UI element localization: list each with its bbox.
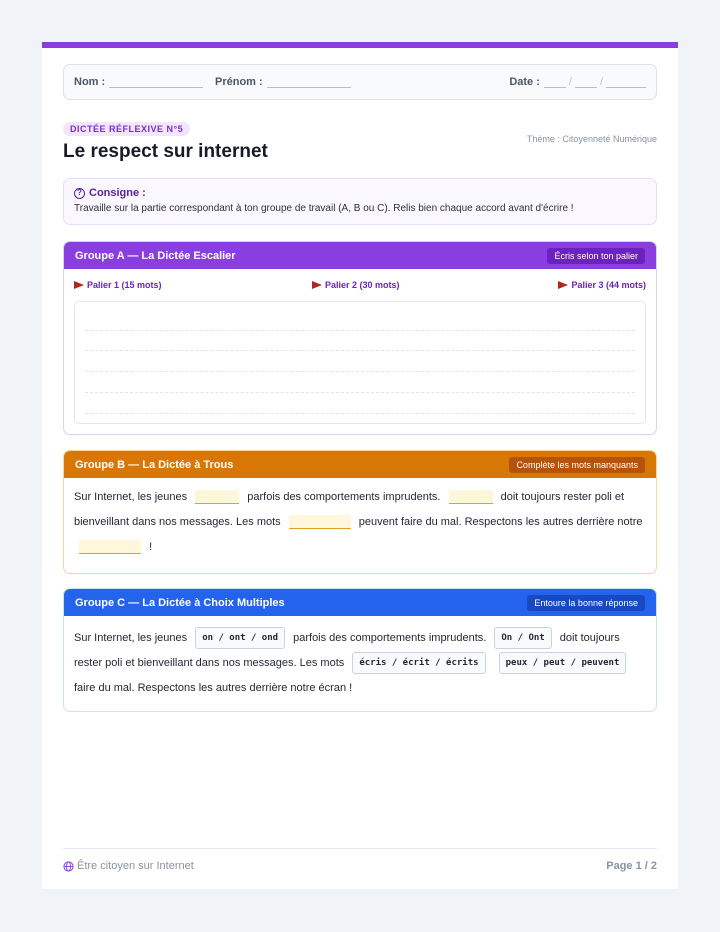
theme-label: Thème : Citoyenneté Numérique — [526, 134, 657, 144]
text-segment: Sur Internet, les jeunes — [74, 632, 188, 644]
student-info-box — [63, 64, 657, 100]
group-a-header — [64, 242, 656, 269]
firstname-field[interactable] — [215, 76, 351, 88]
group-b-card — [63, 450, 657, 574]
writing-line — [85, 413, 635, 414]
group-a-title: Groupe A — La Dictée Escalier — [75, 249, 236, 262]
footer-title: Être citoyen sur Internet — [77, 860, 194, 872]
blank-3[interactable] — [289, 515, 351, 529]
group-b-title: Groupe B — La Dictée à Trous — [75, 458, 234, 471]
page-footer — [63, 848, 657, 872]
group-b-badge: Complète les mots manquants — [509, 457, 645, 473]
date-year-line — [606, 78, 646, 88]
firstname-label: Prénom : — [215, 76, 263, 88]
choice-4[interactable]: peux / peut / peuvent — [499, 652, 627, 674]
flag-icon — [312, 281, 322, 289]
text-segment: ! — [149, 541, 153, 553]
worksheet-page — [42, 42, 678, 889]
date-field[interactable] — [509, 76, 646, 88]
page-title: Le respect sur internet — [63, 141, 268, 162]
instructions-box — [63, 178, 657, 225]
text-segment: faire du mal. Respectons les autres derrière notre écran ! — [74, 682, 353, 694]
date-separator: / — [599, 76, 603, 88]
page-number: Page 1 / 2 — [606, 860, 657, 872]
group-c-badge: Entoure la bonne réponse — [527, 595, 645, 611]
flag-icon — [558, 281, 568, 289]
group-b-text — [64, 478, 656, 560]
blank-2[interactable] — [449, 490, 493, 504]
group-a-card — [63, 241, 657, 435]
flag-icon — [74, 281, 84, 289]
writing-line — [85, 371, 635, 372]
date-day-line — [544, 78, 566, 88]
instructions-text: Travaille sur la partie correspondant à ton groupe de travail (A, B ou C). Relis bien chaque accord avant d'écrire ! — [74, 203, 574, 214]
firstname-line — [267, 78, 351, 88]
group-c-text — [64, 616, 656, 701]
group-b-header — [64, 451, 656, 478]
text-segment: parfois des comportements imprudents. — [293, 632, 487, 644]
writing-line — [85, 392, 635, 393]
name-label: Nom : — [74, 76, 106, 88]
globe-icon — [63, 861, 74, 872]
text-segment: doit toujours rester poli et bienveillant dans nos messages. Les mots — [74, 491, 625, 528]
choice-2[interactable]: On / Ont — [494, 627, 551, 649]
palier-1 — [74, 280, 162, 290]
dictation-number-pill: DICTÉE RÉFLEXIVE N°5 — [63, 122, 190, 136]
group-c-title: Groupe C — La Dictée à Choix Multiples — [75, 596, 285, 609]
palier-3-label: Palier 3 (44 mots) — [571, 280, 646, 290]
blank-4[interactable] — [79, 540, 141, 554]
name-field[interactable] — [74, 76, 203, 88]
text-segment: Sur Internet, les jeunes — [74, 491, 188, 503]
palier-1-label: Palier 1 (15 mots) — [87, 280, 162, 290]
group-c-card — [63, 588, 657, 712]
blank-1[interactable] — [195, 490, 239, 504]
palier-2 — [312, 280, 400, 290]
palier-row — [64, 269, 656, 299]
choice-3[interactable]: écris / écrit / écrits — [352, 652, 485, 674]
palier-3 — [558, 280, 646, 290]
group-a-badge: Écris selon ton palier — [547, 248, 645, 264]
text-segment: doit toujours rester poli et bienveillant dans nos messages. Les mots — [74, 632, 620, 669]
name-line — [109, 78, 203, 88]
group-c-header — [64, 589, 656, 616]
writing-area[interactable] — [74, 301, 646, 424]
instructions-label: Consigne : — [89, 187, 146, 199]
date-month-line — [575, 78, 597, 88]
date-separator: / — [568, 76, 572, 88]
text-segment: parfois des comportements imprudents. — [247, 491, 441, 503]
text-segment: peuvent faire du mal. Respectons les autres derrière notre — [358, 516, 643, 528]
choice-1[interactable]: on / ont / ond — [195, 627, 285, 649]
date-label: Date : — [509, 76, 540, 88]
writing-line — [85, 350, 635, 351]
writing-line — [85, 330, 635, 331]
question-circle-icon: ? — [74, 188, 85, 199]
palier-2-label: Palier 2 (30 mots) — [325, 280, 400, 290]
